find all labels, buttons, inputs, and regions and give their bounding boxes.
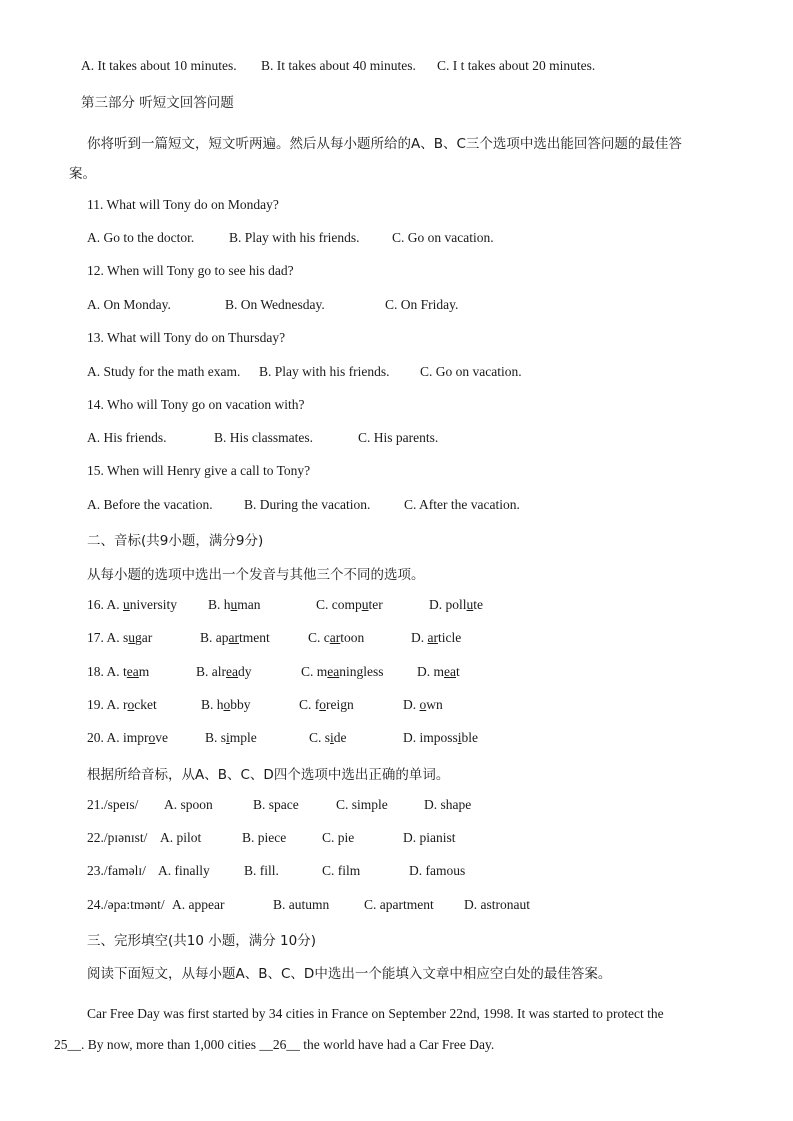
option: C. His parents. bbox=[358, 430, 439, 445]
word-prefix: h bbox=[223, 597, 231, 612]
option: A. pilot bbox=[160, 830, 202, 845]
word-suffix: ve bbox=[155, 730, 169, 745]
phonics-option bbox=[87, 697, 157, 713]
underlined-letters: ar bbox=[329, 630, 341, 645]
option: B. piece bbox=[242, 830, 287, 845]
underlined-letters: u bbox=[361, 597, 369, 612]
underlined-letters: ea bbox=[444, 664, 456, 679]
top-option-a: A. It takes about 10 minutes. bbox=[81, 58, 237, 73]
option: B. On Wednesday. bbox=[225, 297, 325, 312]
phonics-option bbox=[301, 664, 384, 680]
option-letter: A. bbox=[106, 730, 124, 745]
phonetic-instruction: 根据所给音标，从A、B、C、D四个选项中选出正确的单词。 bbox=[87, 767, 450, 783]
word-suffix: niversity bbox=[129, 597, 178, 612]
option-letter: C. bbox=[308, 630, 324, 645]
question-15: 15. When will Henry give a call to Tony? bbox=[87, 463, 311, 478]
phonics-number: 18. bbox=[87, 664, 104, 679]
option-letter: D. bbox=[417, 664, 434, 679]
part3-instruction-line2: 案。 bbox=[69, 166, 96, 182]
word-prefix: impr bbox=[123, 730, 149, 745]
phonics-option bbox=[299, 697, 354, 713]
option-letter: D. bbox=[429, 597, 446, 612]
option-letter: A. bbox=[106, 664, 124, 679]
option-letter: A. bbox=[106, 597, 124, 612]
word-suffix: m bbox=[138, 664, 150, 679]
top-option-b: B. It takes about 40 minutes. bbox=[261, 58, 416, 73]
option-letter: A. bbox=[106, 697, 124, 712]
word-suffix: te bbox=[473, 597, 484, 612]
word-suffix: t bbox=[456, 664, 460, 679]
underlined-letters: o bbox=[127, 697, 135, 712]
phonics-option bbox=[200, 630, 270, 646]
word-suffix: ter bbox=[368, 597, 383, 612]
underlined-letters: i bbox=[330, 730, 334, 745]
section3-title: 三、完形填空(共10 小题，满分 10分) bbox=[87, 933, 316, 949]
option: C. apartment bbox=[364, 897, 434, 912]
underlined-letters: i bbox=[226, 730, 230, 745]
option: A. finally bbox=[158, 863, 210, 878]
question-22: 22./pɪənɪst/ bbox=[87, 830, 148, 845]
word-suffix: man bbox=[237, 597, 261, 612]
word-prefix: c bbox=[323, 630, 330, 645]
phonics-option bbox=[309, 730, 347, 746]
option: B. His classmates. bbox=[214, 430, 313, 445]
option: C. Go on vacation. bbox=[420, 364, 522, 379]
phonics-option bbox=[205, 730, 257, 746]
question-21: 21./speɪs/ bbox=[87, 797, 139, 812]
option: A. spoon bbox=[164, 797, 213, 812]
option: A. Study for the math exam. bbox=[87, 364, 241, 379]
option: D. astronaut bbox=[464, 897, 530, 912]
option: B. Play with his friends. bbox=[229, 230, 360, 245]
word-suffix: de bbox=[333, 730, 347, 745]
underlined-letters: u bbox=[466, 597, 474, 612]
option: C. After the vacation. bbox=[404, 497, 520, 512]
question-23: 23./faməlɪ/ bbox=[87, 863, 146, 878]
top-option-c: C. I t takes about 20 minutes. bbox=[437, 58, 596, 73]
phonics-option bbox=[208, 597, 261, 613]
option: D. shape bbox=[424, 797, 472, 812]
word-prefix: comp bbox=[331, 597, 362, 612]
word-suffix: mple bbox=[229, 730, 257, 745]
passage-line1: Car Free Day was first started by 34 cities in France on September 22nd, 1998. It was started to protect the bbox=[87, 1006, 664, 1021]
underlined-letters: o bbox=[148, 730, 156, 745]
underlined-letters: ar bbox=[228, 630, 240, 645]
phonics-number: 20. bbox=[87, 730, 104, 745]
option-letter: B. bbox=[196, 664, 212, 679]
word-suffix: toon bbox=[340, 630, 365, 645]
underlined-letters: ar bbox=[427, 630, 438, 645]
question-11: 11. What will Tony do on Monday? bbox=[87, 197, 279, 212]
word-prefix: f bbox=[314, 697, 320, 712]
underlined-letters: u bbox=[128, 630, 136, 645]
word-prefix: poll bbox=[445, 597, 467, 612]
underlined-letters: i bbox=[457, 730, 462, 745]
word-suffix: ble bbox=[461, 730, 479, 745]
passage-line2: 25__. By now, more than 1,000 cities __26__ the world have had a Car Free Day. bbox=[54, 1037, 495, 1052]
word-suffix: ticle bbox=[438, 630, 462, 645]
option-letter: B. bbox=[201, 697, 217, 712]
option: D. famous bbox=[409, 863, 466, 878]
section3-instruction: 阅读下面短文，从每小题A、B、C、D中选出一个能填入文章中相应空白处的最佳答案。 bbox=[87, 966, 612, 982]
word-prefix: h bbox=[216, 697, 224, 712]
section2-instruction: 从每小题的选项中选出一个发音与其他三个不同的选项。 bbox=[87, 567, 425, 583]
underlined-letters: o bbox=[319, 697, 327, 712]
phonics-option bbox=[316, 597, 383, 613]
word-prefix: alr bbox=[211, 664, 227, 679]
word-prefix: r bbox=[123, 697, 128, 712]
option-letter: C. bbox=[309, 730, 325, 745]
option: C. simple bbox=[336, 797, 388, 812]
phonics-option bbox=[417, 664, 460, 680]
word-suffix: bby bbox=[230, 697, 251, 712]
word-suffix: gar bbox=[135, 630, 153, 645]
option-letter: A. bbox=[106, 630, 124, 645]
option-letter: D. bbox=[411, 630, 428, 645]
option-letter: B. bbox=[205, 730, 221, 745]
option: C. On Friday. bbox=[385, 297, 459, 312]
option: A. On Monday. bbox=[87, 297, 171, 312]
phonics-option bbox=[429, 597, 483, 613]
word-prefix: t bbox=[123, 664, 127, 679]
option: C. Go on vacation. bbox=[392, 230, 494, 245]
question-24: 24./əpa:tmənt/ bbox=[87, 897, 165, 912]
option: B. Play with his friends. bbox=[259, 364, 390, 379]
option-letter: D. bbox=[403, 697, 420, 712]
phonics-number: 17. bbox=[87, 630, 104, 645]
phonics-option bbox=[403, 730, 478, 746]
option-letter: C. bbox=[299, 697, 315, 712]
underlined-letters: u bbox=[230, 597, 238, 612]
option: A. Before the vacation. bbox=[87, 497, 213, 512]
word-suffix: wn bbox=[426, 697, 443, 712]
option-letter: C. bbox=[316, 597, 332, 612]
option: C. film bbox=[322, 863, 361, 878]
word-prefix: ap bbox=[215, 630, 229, 645]
option: C. pie bbox=[322, 830, 355, 845]
phonics-number: 16. bbox=[87, 597, 104, 612]
word-prefix: s bbox=[324, 730, 331, 745]
option-letter: C. bbox=[301, 664, 317, 679]
underlined-letters: u bbox=[123, 597, 130, 612]
option: A. Go to the doctor. bbox=[87, 230, 195, 245]
question-14: 14. Who will Tony go on vacation with? bbox=[87, 397, 305, 412]
option: B. space bbox=[253, 797, 299, 812]
word-suffix: ningless bbox=[339, 664, 384, 679]
question-13: 13. What will Tony do on Thursday? bbox=[87, 330, 286, 345]
word-prefix: s bbox=[123, 630, 129, 645]
part3-instruction-line1: 你将听到一篇短文，短文听两遍。然后从每小题所给的A、B、C三个选项中选出能回答问题的最佳答 bbox=[87, 136, 682, 152]
word-prefix: imposs bbox=[419, 730, 458, 745]
question-12: 12. When will Tony go to see his dad? bbox=[87, 263, 294, 278]
option: A. His friends. bbox=[87, 430, 167, 445]
word-suffix: tment bbox=[239, 630, 270, 645]
phonics-option bbox=[87, 630, 152, 646]
phonics-option bbox=[411, 630, 461, 646]
word-prefix: s bbox=[220, 730, 227, 745]
option: B. fill. bbox=[244, 863, 279, 878]
option-letter: B. bbox=[208, 597, 224, 612]
underlined-letters: ea bbox=[327, 664, 340, 679]
phonics-option bbox=[196, 664, 252, 680]
phonics-option bbox=[308, 630, 364, 646]
word-prefix: m bbox=[433, 664, 445, 679]
underlined-letters: o bbox=[223, 697, 231, 712]
phonics-option bbox=[87, 664, 149, 680]
option: B. During the vacation. bbox=[244, 497, 371, 512]
part3-title: 第三部分 听短文回答问题 bbox=[81, 95, 234, 111]
phonics-option bbox=[87, 730, 168, 746]
word-suffix: cket bbox=[134, 697, 157, 712]
underlined-letters: o bbox=[419, 697, 427, 712]
phonics-number: 19. bbox=[87, 697, 104, 712]
option: D. pianist bbox=[403, 830, 456, 845]
word-prefix: m bbox=[316, 664, 328, 679]
phonics-option bbox=[201, 697, 251, 713]
option: B. autumn bbox=[273, 897, 330, 912]
option-letter: D. bbox=[403, 730, 420, 745]
phonics-option bbox=[87, 597, 177, 613]
word-suffix: dy bbox=[238, 664, 252, 679]
option: A. appear bbox=[172, 897, 225, 912]
option-letter: B. bbox=[200, 630, 216, 645]
phonics-option bbox=[403, 697, 443, 713]
underlined-letters: ea bbox=[226, 664, 238, 679]
section2-title: 二、音标(共9小题，满分9分) bbox=[87, 533, 264, 549]
word-suffix: reign bbox=[326, 697, 354, 712]
underlined-letters: ea bbox=[126, 664, 139, 679]
